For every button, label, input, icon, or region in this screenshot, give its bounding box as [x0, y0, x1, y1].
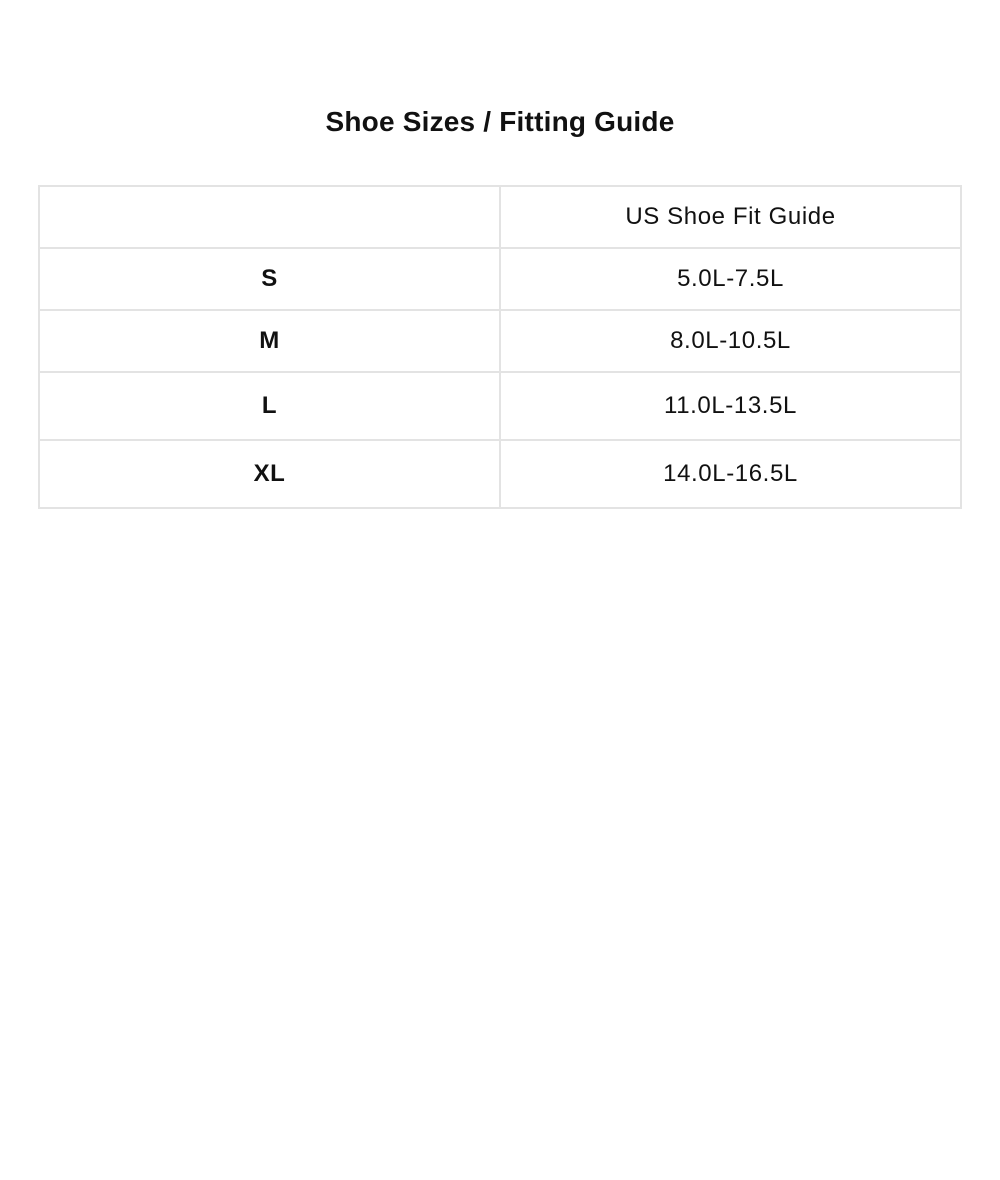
size-label: XL — [39, 440, 500, 508]
table-row — [39, 440, 961, 508]
table-row — [39, 248, 961, 310]
size-label: M — [39, 310, 500, 372]
table-header-us-fit-guide: US Shoe Fit Guide — [500, 186, 961, 248]
size-range: 14.0L-16.5L — [500, 440, 961, 508]
page-title: Shoe Sizes / Fitting Guide — [325, 106, 675, 137]
size-range: 5.0L-7.5L — [500, 248, 961, 310]
table-row — [39, 310, 961, 372]
size-range: 8.0L-10.5L — [500, 310, 961, 372]
table-row — [39, 372, 961, 440]
size-label: S — [39, 248, 500, 310]
size-range: 11.0L-13.5L — [500, 372, 961, 440]
table-header-row — [39, 186, 961, 248]
size-label: L — [39, 372, 500, 440]
table-header-corner-cell — [39, 186, 500, 248]
size-chart-table — [38, 185, 962, 509]
